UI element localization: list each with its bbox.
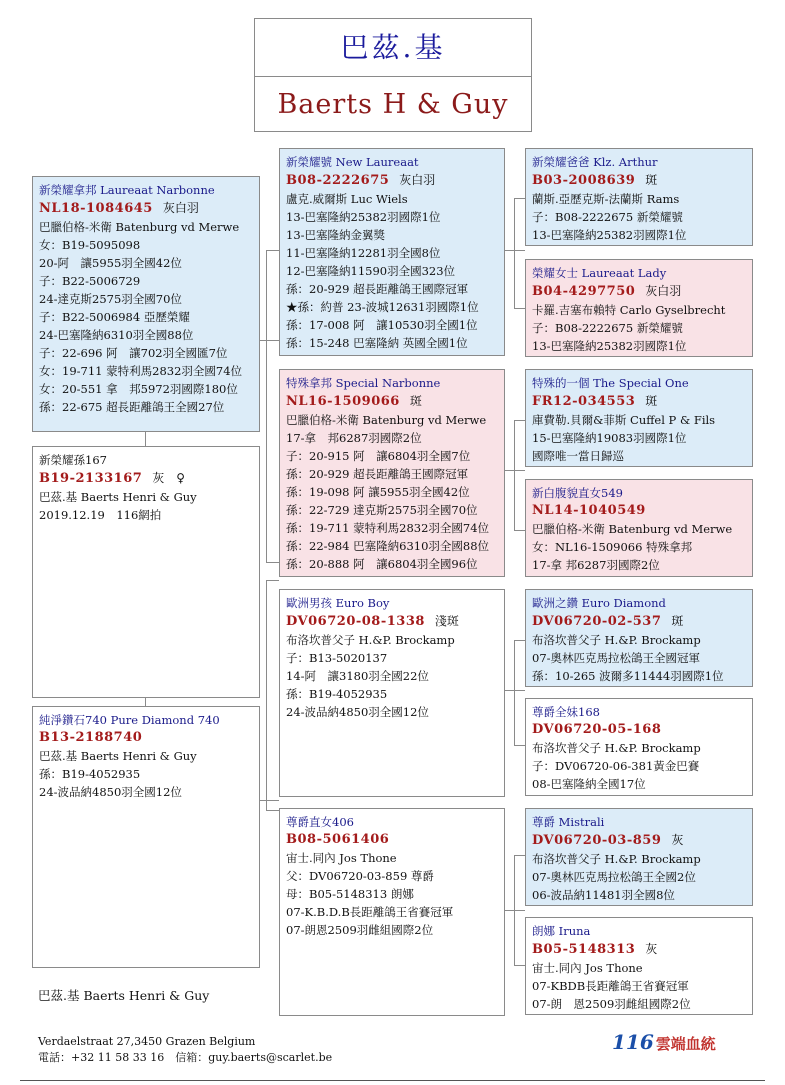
bird-info-line: 11-巴塞隆納12281羽全國8位: [286, 246, 441, 260]
bird-name: 尊爵 Mistrali: [532, 815, 605, 829]
bird-info-line: 孫：B19-4052935: [286, 687, 388, 701]
ring-number: DV06720-05-168: [532, 722, 662, 737]
connector-line: [266, 250, 267, 562]
bird-info-line: 子：22-696 阿 讓702羽全國匯7位: [39, 346, 228, 360]
bird-color: 斑: [409, 394, 422, 408]
bird-info-line: 17-拿 邦6287羽國際2位: [286, 431, 422, 445]
bird-info-line: 孫：20-888 阿 讓6804羽全國96位: [286, 557, 478, 571]
bird-info-line: 宙士.同內 Jos Thone: [532, 961, 643, 975]
bird-info-line: 24-波品納4850羽全國12位: [39, 785, 182, 799]
connector-line: [514, 198, 515, 308]
sire-dam-sire-card: [525, 369, 753, 467]
ring-number: B03-2008639 斑: [532, 173, 658, 188]
ring-number: DV06720-08-1338 淺斑: [286, 614, 459, 629]
bird-info-line: 24-達克斯2575羽全國70位: [39, 292, 182, 306]
ring-number: B04-4297750 灰白羽: [532, 284, 682, 299]
bird-info-line: 孫：22-984 巴塞隆納6310羽全國88位: [286, 539, 490, 553]
bird-info-line: 子：DV06720-06-381黃金巴賽: [532, 759, 700, 773]
bird-info-line: 07-KBDB長距離鴿王省賽冠軍: [532, 979, 689, 993]
bird-info-line: 06-波品納11481羽全國8位: [532, 888, 675, 902]
bird-info-line: 子：B13-5020137: [286, 651, 388, 665]
dam-sire-card: [279, 589, 505, 797]
bottom-divider: [20, 1080, 765, 1081]
connector-line: [514, 420, 525, 421]
bird-info-line: 庫費勒.貝爾&菲斯 Cuffel P & Fils: [532, 413, 716, 427]
connector-line: [266, 580, 279, 581]
bird-name: 尊爵全妹168: [532, 705, 600, 719]
sire-dam-card: [279, 369, 505, 577]
bird-color: 淺斑: [434, 614, 459, 628]
bird-info-line: 07-朗 恩2509羽雌組國際2位: [532, 997, 691, 1011]
bird-info-line: 女：19-711 蒙特利馬2832羽全國74位: [39, 364, 243, 378]
connector-line: [266, 580, 267, 810]
footer-owner: 巴茲.基 Baerts Henri & Guy: [38, 988, 210, 1003]
ring-number: B08-5061406: [286, 832, 390, 847]
bird-info-line: 國際唯一當日歸巡: [532, 449, 624, 463]
sire-dam-dam-card: [525, 479, 753, 577]
bird-info-line: 女：B19-5095098: [39, 238, 141, 252]
ring-number: DV06720-03-859 灰: [532, 833, 684, 848]
bird-color: 灰: [671, 833, 684, 847]
connector-line: [266, 810, 279, 811]
bird-info-line: 13-巴塞隆納25382羽國際1位: [286, 210, 441, 224]
bird-name: 榮耀女士 Laureaat Lady: [532, 266, 667, 280]
bird-color: 灰: [645, 942, 658, 956]
sire-sire-card: [279, 148, 505, 356]
bird-name: 歐洲之鑽 Euro Diamond: [532, 596, 666, 610]
dam-dam-dam-card: [525, 917, 753, 1015]
bird-info-line: 宙士.同內 Jos Thone: [286, 851, 397, 865]
bird-info-line: 孫：B19-4052935: [39, 767, 141, 781]
bird-info-line: 07-朗恩2509羽雌組國際2位: [286, 923, 434, 937]
bird-info-line: 07-奧林匹克馬拉松鴿王全國冠軍: [532, 651, 701, 665]
bird-info-line: 孫：15-248 巴塞隆納 英國全國1位: [286, 336, 468, 350]
ring-number: B08-2222675 灰白羽: [286, 173, 436, 188]
owner-name-english: Baerts H & Guy: [277, 89, 509, 120]
bird-color: 灰白羽: [645, 284, 682, 298]
bird-name: 純淨鑽石740 Pure Diamond 740: [39, 713, 220, 727]
connector-line: [505, 470, 525, 471]
owner-name-chinese: 巴茲.基: [255, 19, 531, 77]
bird-info-line: 20-阿 讓5955羽全國42位: [39, 256, 182, 270]
bird-info-line: 17-拿 邦6287羽國際2位: [532, 558, 660, 572]
subject-card: [32, 446, 260, 698]
bird-info-line: 15-巴塞隆納19083羽國際1位: [532, 431, 687, 445]
connector-line: [505, 910, 525, 911]
logo-number: 116: [612, 1030, 654, 1054]
bird-color: 灰白羽: [399, 173, 436, 187]
connector-line: [514, 745, 525, 746]
sire-sire-sire-card: [525, 148, 753, 246]
connector-line: [514, 855, 525, 856]
bird-info-line: 孫：19-098 阿 讓5955羽全國42位: [286, 485, 470, 499]
connector-line: [514, 308, 525, 309]
bird-name: 新榮耀號 New Laureaat: [286, 155, 419, 169]
ring-number: B19-2133167 灰 ♀: [39, 471, 186, 486]
bird-info-line: 08-巴塞隆納全國17位: [532, 777, 646, 791]
bird-info-line: 13-巴塞隆納金翼獎: [286, 228, 386, 242]
bird-info-line: 子：20-915 阿 讓6804羽全國7位: [286, 449, 471, 463]
bird-info-line: 布洛坎普父子 H.&P. Brockamp: [532, 741, 701, 755]
bird-info-line: 巴臘伯格-米衛 Batenburg vd Merwe: [286, 413, 487, 427]
ring-number: DV06720-02-537 斑: [532, 614, 684, 629]
bird-info-line: 14-阿 讓3180羽全國22位: [286, 669, 429, 683]
bird-info-line: 女：20-551 拿 邦5972羽國際180位: [39, 382, 238, 396]
bird-info-line: 子：B22-5006984 亞歷榮耀: [39, 310, 190, 324]
connector-line: [514, 420, 515, 530]
dam-dam-sire-card: [525, 808, 753, 906]
bird-info-line: 蘭斯.亞歷克斯-法蘭斯 Rams: [532, 192, 680, 206]
bird-name: 尊爵直女406: [286, 815, 354, 829]
bird-info-line: 巴茲.基 Baerts Henri & Guy: [39, 490, 197, 504]
bird-info-line: 布洛坎普父子 H.&P. Brockamp: [532, 852, 701, 866]
ring-number: B13-2188740: [39, 730, 143, 745]
footer-address: Verdaelstraat 27,3450 Grazen Belgium: [38, 1035, 256, 1048]
bird-color: 灰白羽: [162, 201, 199, 215]
connector-line: [514, 530, 525, 531]
sire-sire-dam-card: [525, 259, 753, 357]
connector-line: [514, 965, 525, 966]
dam-sire-dam-card: [525, 698, 753, 796]
logo-text: 雲端血統: [655, 1035, 716, 1053]
bird-info-line: 子：B08-2222675 新榮耀號: [532, 321, 683, 335]
bird-info-line: 盧克.威爾斯 Luc Wiels: [286, 192, 408, 206]
connector-line: [514, 855, 515, 965]
ring-number: NL14-1040549: [532, 503, 646, 518]
bird-name: 新白腹貌直女549: [532, 486, 623, 500]
bird-info-line: 布洛坎普父子 H.&P. Brockamp: [286, 633, 455, 647]
bird-info-line: 卡羅.吉塞布賴特 Carlo Gyselbrecht: [532, 303, 726, 317]
connector-line: [145, 698, 146, 706]
bird-info-line: 孫：10-265 波爾多11444羽國際1位: [532, 669, 724, 683]
connector-line: [260, 340, 279, 341]
dam-dam-card: [279, 808, 505, 1016]
connector-line: [505, 250, 525, 251]
bird-color: 斑: [645, 394, 658, 408]
sire-card: [32, 176, 260, 432]
bird-info-line: 孫：17-008 阿 讓10530羽全國1位: [286, 318, 478, 332]
cloud-pedigree-logo: [612, 1030, 732, 1056]
bird-color: 斑: [671, 614, 684, 628]
bird-info-line: 13-巴塞隆納25382羽國際1位: [532, 339, 687, 353]
ring-number: B05-5148313 灰: [532, 942, 658, 957]
ring-number: NL18-1084645 灰白羽: [39, 201, 199, 216]
bird-info-line: 07-K.B.D.B長距離鴿王省賽冠軍: [286, 905, 454, 919]
dam-card: [32, 706, 260, 968]
connector-line: [145, 432, 146, 446]
bird-name: 歐洲男孩 Euro Boy: [286, 596, 390, 610]
footer-phone-email: 電話：+32 11 58 33 16 信箱：guy.baerts@scarlet.be: [38, 1051, 333, 1064]
connector-line: [514, 640, 515, 745]
bird-info-line: 13-巴塞隆納25382羽國際1位: [532, 228, 687, 242]
bird-name: 朗娜 Iruna: [532, 924, 591, 938]
connector-line: [260, 800, 279, 801]
connector-line: [514, 640, 525, 641]
bird-info-line: 2019.12.19 116網拍: [39, 508, 162, 522]
bird-color: 灰 ♀: [152, 471, 186, 485]
bird-name: 特殊的一個 The Special One: [532, 376, 689, 390]
connector-line: [266, 562, 279, 563]
bird-info-line: 孫：19-711 蒙特利馬2832羽全國74位: [286, 521, 490, 535]
bird-info-line: 子：B08-2222675 新榮耀號: [532, 210, 683, 224]
bird-info-line: 孫：20-929 超長距離鴿王國際冠軍: [286, 467, 469, 481]
ring-number: NL16-1509066 斑: [286, 394, 422, 409]
bird-name: 新榮耀孫167: [39, 453, 107, 467]
bird-info-line: 孫：22-729 達克斯2575羽全國70位: [286, 503, 478, 517]
bird-info-line: 12-巴塞隆納11590羽全國323位: [286, 264, 456, 278]
footer-contact: [38, 1034, 332, 1066]
dam-sire-sire-card: [525, 589, 753, 687]
bird-name: 新榮耀拿邦 Laureaat Narbonne: [39, 183, 215, 197]
bird-info-line: 母：B05-5148313 朗娜: [286, 887, 414, 901]
bird-color: 斑: [645, 173, 658, 187]
pedigree-header: [254, 18, 532, 132]
bird-info-line: 子：B22-5006729: [39, 274, 141, 288]
bird-name: 新榮耀爸爸 Klz. Arthur: [532, 155, 658, 169]
connector-line: [505, 690, 525, 691]
bird-info-line: 24-波品納4850羽全國12位: [286, 705, 429, 719]
bird-info-line: 巴臘伯格-米衛 Batenburg vd Merwe: [532, 522, 733, 536]
bird-info-line: 07-奧林匹克馬拉松鴿王全國2位: [532, 870, 696, 884]
connector-line: [266, 250, 279, 251]
bird-info-line: ★孫：約普 23-波城12631羽國際1位: [286, 300, 479, 314]
bird-info-line: 孫：22-675 超長距離鴿王全國27位: [39, 400, 225, 414]
bird-info-line: 布洛坎普父子 H.&P. Brockamp: [532, 633, 701, 647]
bird-info-line: 24-巴塞隆納6310羽全國88位: [39, 328, 194, 342]
bird-name: 特殊拿邦 Special Narbonne: [286, 376, 441, 390]
bird-info-line: 父：DV06720-03-859 尊爵: [286, 869, 434, 883]
connector-line: [514, 198, 525, 199]
bird-info-line: 巴臘伯格-米衛 Batenburg vd Merwe: [39, 220, 240, 234]
ring-number: FR12-034553 斑: [532, 394, 658, 409]
bird-info-line: 巴茲.基 Baerts Henri & Guy: [39, 749, 197, 763]
bird-info-line: 女：NL16-1509066 特殊拿邦: [532, 540, 693, 554]
bird-info-line: 孫：20-929 超長距離鴿王國際冠軍: [286, 282, 469, 296]
